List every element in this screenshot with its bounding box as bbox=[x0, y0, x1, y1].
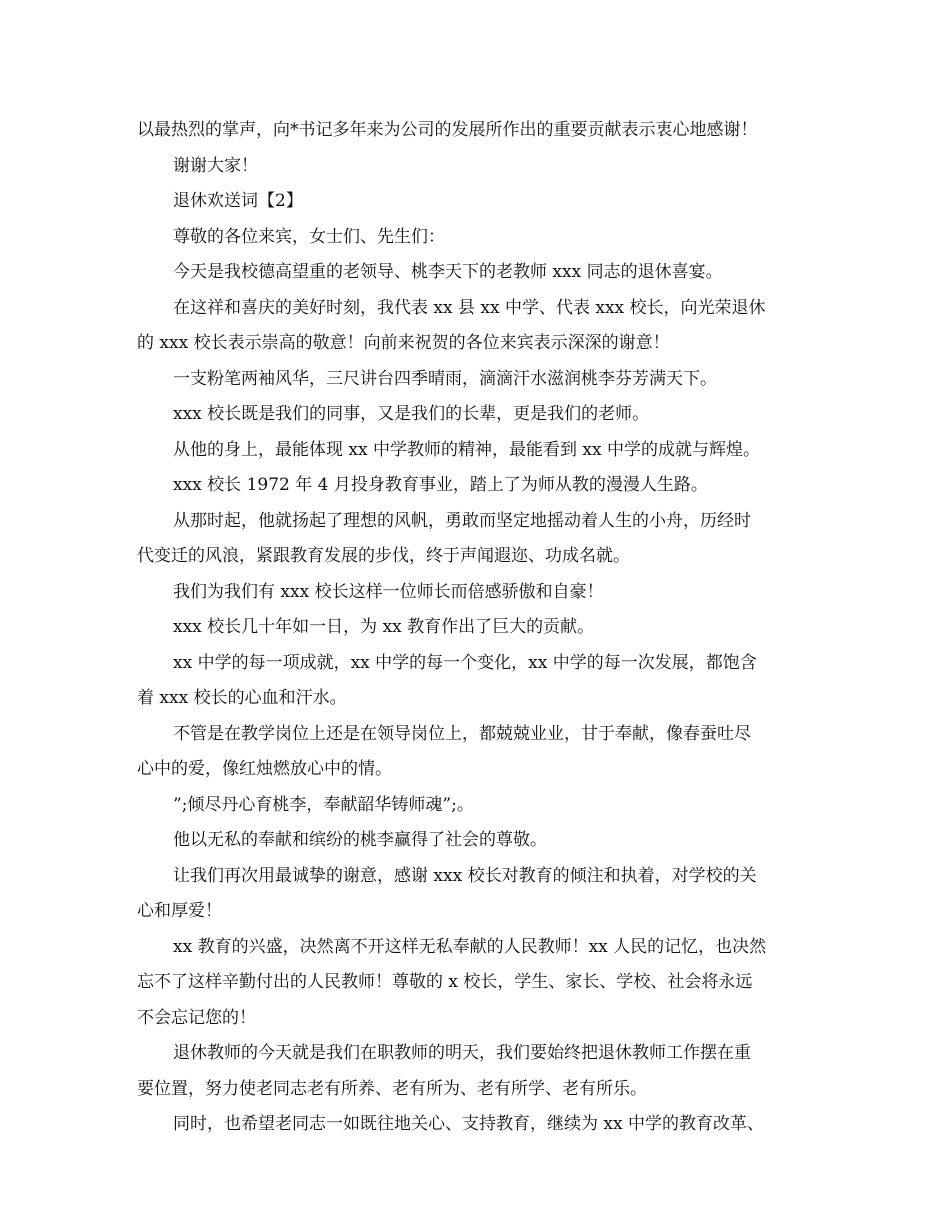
paragraph-line: 忘不了这样辛勤付出的人民教师！尊敬的 x 校长，学生、家长、学校、社会将永远 bbox=[137, 972, 753, 992]
paragraph-line: 让我们再次用最诚挚的谢意，感谢 xxx 校长对教育的倾注和执着，对学校的关 bbox=[173, 865, 757, 886]
paragraph-line: 要位置，努力使老同志老有所养、老有所为、老有所学、老有所乐。 bbox=[137, 1078, 647, 1099]
paragraph-line: 尊敬的各位来宾，女士们、先生们： bbox=[173, 226, 445, 247]
paragraph-line: xx 教育的兴盛，决然离不开这样无私奉献的人民教师！xx 人民的记忆，也决然 bbox=[173, 936, 767, 957]
paragraph-line: 心中的爱，像红烛燃放心中的情。 bbox=[137, 759, 392, 779]
paragraph-line: 不管是在教学岗位上还是在领导岗位上，都兢兢业业，甘于奉献，像春蚕吐尽 bbox=[173, 723, 751, 744]
paragraph-line: 在这祥和喜庆的美好时刻，我代表 xx 县 xx 中学、代表 xxx 校长，向光荣退休 bbox=[173, 297, 766, 318]
paragraph-line: ”;倾尽丹心育桃李，奉献韶华铸师魂”;。 bbox=[173, 794, 474, 815]
paragraph-line: 退休教师的今天就是我们在职教师的明天，我们要始终把退休教师工作摆在重 bbox=[173, 1043, 751, 1063]
paragraph-line: xxx 校长几十年如一日，为 xx 教育作出了巨大的贡献。 bbox=[173, 617, 595, 637]
paragraph-line: 不会忘记您的！ bbox=[137, 1007, 256, 1028]
paragraph-line: 一支粉笔两袖风华，三尺讲台四季晴雨，滴滴汗水滋润桃李芬芳满天下。 bbox=[173, 368, 717, 389]
paragraph-line: xxx 校长既是我们的同事，又是我们的长辈，更是我们的老师。 bbox=[173, 404, 650, 424]
paragraph-line: 从他的身上，最能体现 xx 中学教师的精神，最能看到 xx 中学的成就与辉煌。 bbox=[173, 439, 760, 460]
paragraph-line: 我们为我们有 xxx 校长这样一位师长而倍感骄傲和自豪！ bbox=[173, 581, 604, 602]
paragraph-line: 着 xxx 校长的心血和汗水。 bbox=[137, 688, 347, 708]
paragraph-line: xx 中学的每一项成就，xx 中学的每一个变化，xx 中学的每一次发展，都饱含 bbox=[173, 652, 757, 673]
paragraph-line: 退休欢送词【2】 bbox=[173, 191, 303, 211]
paragraph-line: 代变迁的风浪，紧跟教育发展的步伐，终于声闻遐迩、功成名就。 bbox=[137, 546, 630, 566]
paragraph-line: 的 xxx 校长表示崇高的敬意！向前来祝贺的各位来宾表示深深的谢意！ bbox=[137, 333, 670, 353]
paragraph-line: 他以无私的奉献和缤纷的桃李赢得了社会的尊敬。 bbox=[173, 830, 547, 850]
paragraph-line: xxx 校长 1972 年 4 月投身教育事业，踏上了为师从教的漫漫人生路。 bbox=[173, 475, 708, 495]
paragraph-line: 今天是我校德高望重的老领导、桃李天下的老教师 xxx 同志的退休喜宴。 bbox=[173, 262, 723, 282]
paragraph-line: 以最热烈的掌声，向*书记多年来为公司的发展所作出的重要贡献表示衷心地感谢！ bbox=[137, 120, 758, 140]
paragraph-line: 同时，也希望老同志一如既往地关心、支持教育，继续为 xx 中学的教育改革、 bbox=[173, 1114, 764, 1134]
document-body bbox=[137, 113, 827, 1143]
paragraph-line: 谢谢大家！ bbox=[173, 155, 258, 176]
paragraph-line: 心和厚爱！ bbox=[137, 901, 222, 921]
paragraph-line: 从那时起，他就扬起了理想的风帆，勇敢而坚定地摇动着人生的小舟，历经时 bbox=[173, 510, 751, 531]
